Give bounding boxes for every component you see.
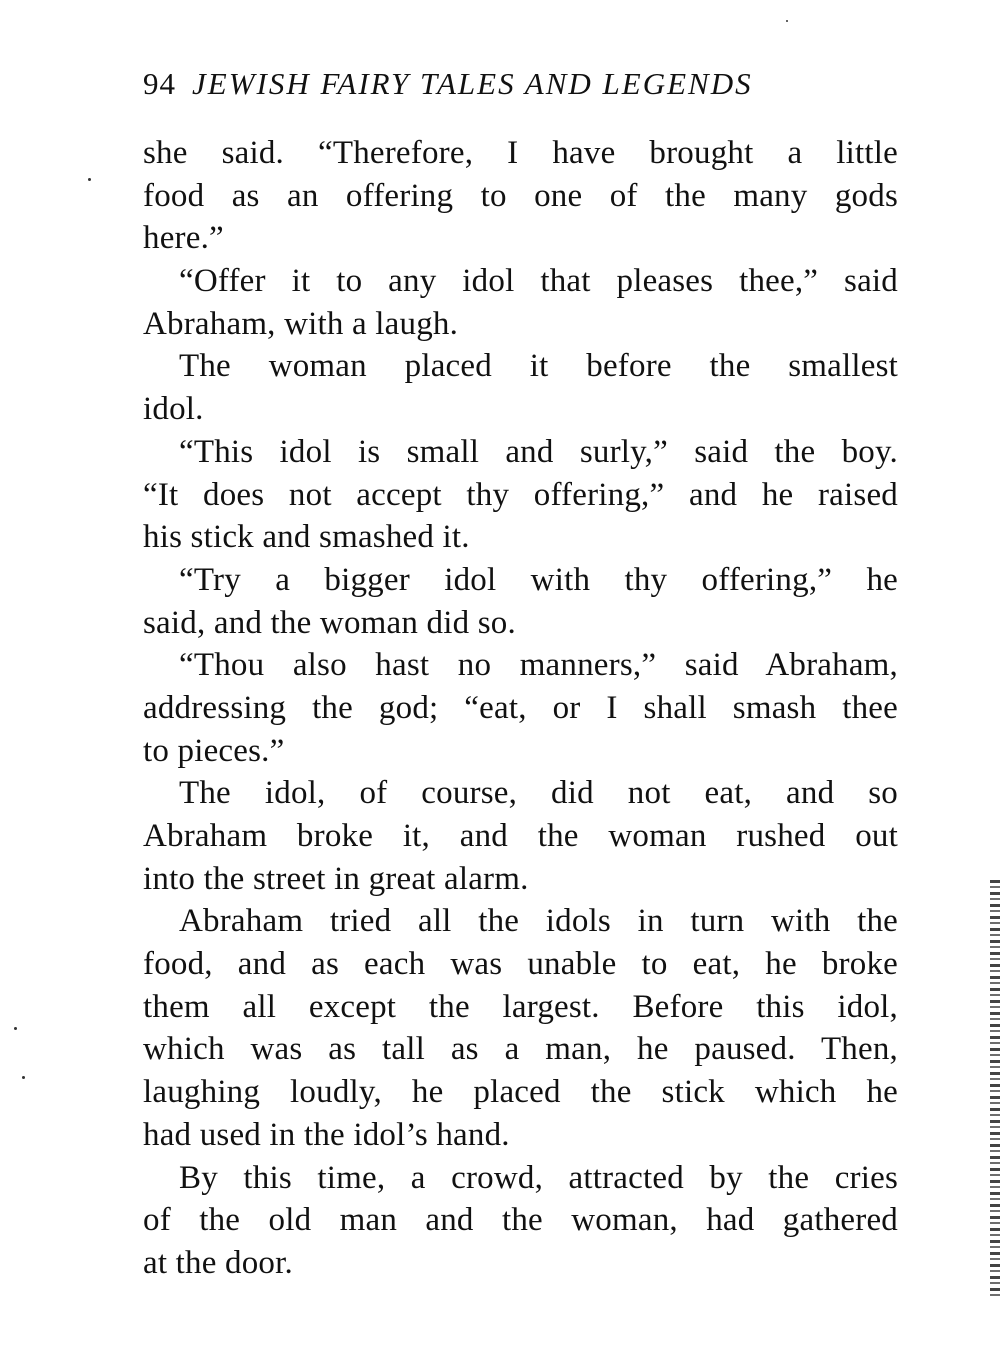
running-head	[143, 62, 898, 106]
text-line: idol.	[143, 391, 204, 428]
text-line: said, and the woman did so.	[143, 604, 516, 641]
text-line: food, and as each was unable to eat, he broke	[143, 946, 898, 983]
text-line: them all except the largest. Before this idol,	[143, 988, 898, 1025]
text-line: had used in the idol’s hand.	[143, 1116, 510, 1153]
paragraph	[143, 644, 898, 772]
paragraph	[143, 345, 898, 430]
text-line: laughing loudly, he placed the stick which he	[143, 1074, 898, 1111]
text-line: “It does not accept thy offering,” and he raised	[143, 476, 898, 513]
paragraph	[143, 1157, 898, 1285]
text-line: “Thou also hast no manners,” said Abraham,	[179, 647, 898, 684]
paragraph	[143, 772, 898, 900]
text-line: By this time, a crowd, attracted by the cries	[179, 1159, 898, 1196]
paragraph	[143, 559, 898, 644]
text-line: of the old man and the woman, had gathered	[143, 1202, 898, 1239]
scan-speck	[88, 178, 91, 181]
text-line: “This idol is small and surly,” said the boy.	[179, 433, 898, 470]
text-line: Abraham, with a laugh.	[143, 305, 459, 342]
text-line: “Try a bigger idol with thy offering,” he	[179, 561, 898, 598]
text-line: to pieces.”	[143, 732, 285, 769]
book-title: JEWISH FAIRY TALES AND LEGENDS	[192, 66, 753, 101]
text-line: Abraham broke it, and the woman rushed out	[143, 818, 898, 854]
text-line: food as an offering to one of the many gods	[143, 177, 898, 214]
text-line: which was as tall as a man, he paused. Then,	[143, 1031, 898, 1068]
text-line: she said. “Therefore, I have brought a little	[143, 135, 898, 171]
paragraph	[143, 431, 898, 559]
paragraph	[143, 900, 898, 1156]
text-line: at the door.	[143, 1244, 293, 1281]
text-line: addressing the god; “eat, or I shall smash thee	[143, 689, 898, 726]
text-line: The woman placed it before the smallest	[179, 348, 898, 385]
paragraph	[143, 260, 898, 345]
paragraph	[143, 132, 898, 260]
scan-speck	[786, 20, 788, 22]
text-line: “Offer it to any idol that pleases thee,” said	[179, 263, 898, 300]
body-text	[143, 132, 898, 1285]
text-line: here.”	[143, 220, 224, 257]
text-line: into the street in great alarm.	[143, 860, 529, 897]
page-number: 94	[143, 66, 176, 101]
scan-speck	[22, 1076, 25, 1079]
text-line: his stick and smashed it.	[143, 519, 470, 556]
scan-speck	[14, 1027, 17, 1030]
text-line: Abraham tried all the idols in turn with the	[179, 903, 898, 940]
text-line: The idol, of course, did not eat, and so	[179, 775, 898, 812]
scan-edge-shadow	[990, 880, 1000, 1300]
